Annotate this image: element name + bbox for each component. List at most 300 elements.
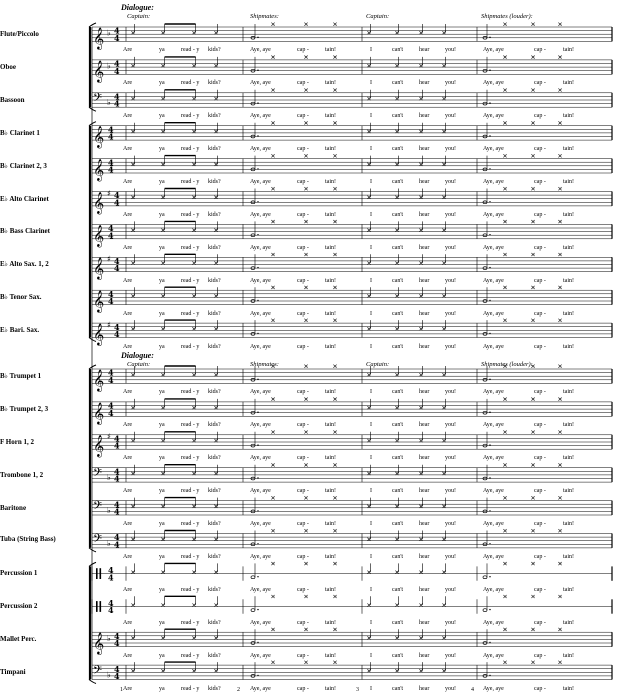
x-notehead xyxy=(442,97,445,100)
x-notehead xyxy=(442,669,445,672)
lyric-syllable: cap - xyxy=(534,146,546,153)
augmentation-dot xyxy=(489,201,490,202)
x-notehead xyxy=(131,538,134,541)
lyric-syllable: kids? xyxy=(208,652,221,659)
lyric-syllable: cap - xyxy=(297,652,309,659)
lyric-syllable: Are xyxy=(123,277,132,284)
lyric-syllable: kids? xyxy=(208,389,221,396)
lyric-syllable: Aye, aye xyxy=(483,553,504,560)
x-notehead xyxy=(214,294,217,297)
x-notehead xyxy=(442,373,445,376)
time-signature-bottom: 4 xyxy=(114,65,120,76)
augmentation-dot xyxy=(257,70,258,71)
x-notehead xyxy=(192,196,195,199)
lyric-syllable: read - y xyxy=(181,211,200,218)
lyric-syllable: cap - xyxy=(297,553,309,560)
lyric-syllable: kids? xyxy=(208,277,221,284)
x-notehead xyxy=(333,121,336,124)
lyric-syllable: I xyxy=(370,685,372,692)
augmentation-dot xyxy=(489,102,490,103)
lyric-syllable: tain! xyxy=(563,422,574,429)
x-notehead xyxy=(131,406,134,409)
x-notehead xyxy=(531,187,534,190)
lyric-syllable: hear xyxy=(419,146,430,153)
x-notehead xyxy=(531,286,534,289)
lyric-syllable: I xyxy=(370,455,372,462)
lyric-syllable: Are xyxy=(123,422,132,429)
instrument-name: B♭ Tenor Sax. xyxy=(0,293,42,302)
half-note-head xyxy=(483,609,487,612)
x-notehead xyxy=(131,505,134,508)
x-notehead xyxy=(333,661,336,664)
woodwind-bracket-top xyxy=(89,122,96,126)
x-notehead xyxy=(192,406,195,409)
x-notehead xyxy=(419,130,422,133)
x-notehead xyxy=(131,229,134,232)
instrument-name: Trombone 1, 2 xyxy=(0,470,44,479)
lyric-syllable: Aye, aye xyxy=(483,47,504,54)
lyric-syllable: kids? xyxy=(208,619,221,626)
x-notehead xyxy=(395,64,398,67)
x-notehead xyxy=(271,187,274,190)
x-notehead xyxy=(503,23,506,26)
lyric-syllable: Aye, aye xyxy=(250,277,271,284)
time-signature-top: 4 xyxy=(108,400,114,411)
x-notehead xyxy=(271,319,274,322)
x-notehead xyxy=(442,196,445,199)
lyric-syllable: read - y xyxy=(181,389,200,396)
flat-sign: ♭ xyxy=(107,633,111,643)
lyric-syllable: ya xyxy=(159,244,165,251)
lyric-syllable: cap - xyxy=(534,619,546,626)
lyric-syllable: I xyxy=(370,211,372,218)
lyric-syllable: I xyxy=(370,488,372,495)
lyric-syllable: can't xyxy=(392,586,404,593)
lyric-syllable: Aye, aye xyxy=(483,586,504,593)
lyric-syllable: tain! xyxy=(563,619,574,626)
lyric-syllable: Aye, aye xyxy=(250,553,271,560)
x-notehead xyxy=(558,595,561,598)
x-notehead xyxy=(333,88,336,91)
lyric-syllable: Are xyxy=(123,80,132,87)
brass-bracket-bottom xyxy=(89,548,96,552)
lyric-syllable: kids? xyxy=(208,685,221,692)
lyric-syllable: you! xyxy=(445,553,456,560)
cue-label: Captain: xyxy=(127,13,151,20)
augmentation-dot xyxy=(489,234,490,235)
lyric-syllable: Aye, aye xyxy=(250,113,271,120)
lyric-syllable: Aye, aye xyxy=(250,244,271,251)
lyric-syllable: tain! xyxy=(325,586,336,593)
lyric-syllable: can't xyxy=(392,553,404,560)
time-signature-top: 4 xyxy=(108,367,114,378)
augmentation-dot xyxy=(489,70,490,71)
x-notehead xyxy=(161,130,164,133)
x-notehead xyxy=(367,472,370,475)
x-notehead xyxy=(531,430,534,433)
x-notehead xyxy=(192,97,195,100)
lyric-syllable: can't xyxy=(392,422,404,429)
augmentation-dot xyxy=(257,510,258,511)
x-notehead xyxy=(304,463,307,466)
x-notehead xyxy=(192,163,195,166)
lyric-syllable: cap - xyxy=(297,586,309,593)
lyric-syllable: cap - xyxy=(297,488,309,495)
instrument-name: E♭ Alto Sax. 1, 2 xyxy=(0,260,49,269)
x-notehead xyxy=(161,294,164,297)
x-notehead xyxy=(192,373,195,376)
x-notehead xyxy=(395,229,398,232)
lyric-syllable: tain! xyxy=(563,179,574,185)
lyric-syllable: tain! xyxy=(563,310,574,317)
lyric-syllable: Aye, aye xyxy=(250,179,271,185)
lyric-syllable: cap - xyxy=(534,652,546,659)
lyric-syllable: tain! xyxy=(563,685,574,692)
lyric-syllable: you! xyxy=(445,244,456,251)
woodwind-bracket-bottom xyxy=(89,107,96,111)
x-notehead xyxy=(503,661,506,664)
lyric-syllable: Aye, aye xyxy=(250,47,271,54)
lyric-syllable: ya xyxy=(159,277,165,284)
x-notehead xyxy=(531,661,534,664)
x-notehead xyxy=(419,31,422,34)
x-notehead xyxy=(395,163,398,166)
lyric-syllable: cap - xyxy=(297,179,309,185)
lyric-syllable: Aye, aye xyxy=(483,211,504,218)
x-notehead xyxy=(304,430,307,433)
lyric-syllable: cap - xyxy=(534,310,546,317)
lyric-syllable: Aye, aye xyxy=(483,488,504,495)
lyric-syllable: Aye, aye xyxy=(250,488,271,495)
lyric-syllable: I xyxy=(370,80,372,87)
x-notehead xyxy=(131,636,134,639)
lyric-syllable: tain! xyxy=(325,211,336,218)
time-signature-top: 4 xyxy=(114,256,120,266)
cue-label: Captain: xyxy=(127,361,151,368)
lyric-syllable: Aye, aye xyxy=(483,113,504,120)
lyric-syllable: cap - xyxy=(297,80,309,87)
instrument-name: Baritone xyxy=(0,503,27,512)
x-notehead xyxy=(161,636,164,639)
time-signature-top: 4 xyxy=(108,598,114,608)
lyric-syllable: can't xyxy=(392,389,404,396)
lyric-syllable: can't xyxy=(392,521,404,527)
lyric-syllable: can't xyxy=(392,277,404,284)
lyric-syllable: I xyxy=(370,179,372,185)
lyric-syllable: ya xyxy=(159,389,165,396)
lyric-syllable: tain! xyxy=(325,619,336,626)
x-notehead xyxy=(419,603,422,606)
x-notehead xyxy=(503,56,506,59)
x-notehead xyxy=(333,595,336,598)
measure-number: 3 xyxy=(356,686,359,693)
lyric-syllable: ya xyxy=(159,179,165,185)
x-notehead xyxy=(395,294,398,297)
x-notehead xyxy=(214,636,217,639)
lyric-syllable: ya xyxy=(159,146,165,153)
half-note-head xyxy=(483,576,487,579)
x-notehead xyxy=(131,603,134,606)
augmentation-dot xyxy=(257,333,258,334)
lyric-syllable: cap - xyxy=(534,244,546,251)
x-notehead xyxy=(161,406,164,409)
lyric-syllable: Are xyxy=(123,488,132,495)
x-notehead xyxy=(131,294,134,297)
x-notehead xyxy=(395,669,398,672)
lyric-syllable: cap - xyxy=(534,47,546,54)
lyric-syllable: tain! xyxy=(325,343,336,350)
augmentation-dot xyxy=(257,444,258,445)
x-notehead xyxy=(192,327,195,330)
lyric-syllable: you! xyxy=(445,343,456,350)
lyric-syllable: I xyxy=(370,553,372,560)
x-notehead xyxy=(161,373,164,376)
x-notehead xyxy=(333,496,336,499)
x-notehead xyxy=(271,253,274,256)
x-notehead xyxy=(558,661,561,664)
x-notehead xyxy=(304,23,307,26)
x-notehead xyxy=(214,31,217,34)
time-signature-bottom: 4 xyxy=(114,32,120,43)
lyric-syllable: tain! xyxy=(563,652,574,659)
x-notehead xyxy=(367,97,370,100)
lyric-syllable: ya xyxy=(159,619,165,626)
x-notehead xyxy=(395,196,398,199)
lyric-syllable: cap - xyxy=(297,619,309,626)
x-notehead xyxy=(503,121,506,124)
x-notehead xyxy=(531,562,534,565)
lyric-syllable: can't xyxy=(392,685,404,692)
x-notehead xyxy=(333,23,336,26)
x-notehead xyxy=(271,430,274,433)
lyric-syllable: ya xyxy=(159,455,165,462)
time-signature-bottom: 4 xyxy=(108,572,114,583)
augmentation-dot xyxy=(489,267,490,268)
x-notehead xyxy=(192,472,195,475)
x-notehead xyxy=(531,496,534,499)
lyric-syllable: ya xyxy=(159,310,165,317)
flat-sign: ♭ xyxy=(107,28,111,38)
augmentation-dot xyxy=(257,609,258,610)
lyric-syllable: read - y xyxy=(181,652,200,659)
x-notehead xyxy=(419,97,422,100)
x-notehead xyxy=(304,529,307,532)
lyric-syllable: cap - xyxy=(534,211,546,218)
x-notehead xyxy=(131,571,134,574)
x-notehead xyxy=(395,505,398,508)
lyric-syllable: I xyxy=(370,343,372,350)
flat-sign: ♭ xyxy=(107,505,111,515)
lyric-syllable: you! xyxy=(445,211,456,218)
x-notehead xyxy=(367,538,370,541)
instrument-name: B♭ Trumpet 2, 3 xyxy=(0,404,49,413)
lyric-syllable: tain! xyxy=(563,389,574,396)
x-notehead xyxy=(304,187,307,190)
time-signature-bottom: 4 xyxy=(114,539,120,550)
sharp-sign: ♯ xyxy=(107,432,111,442)
x-notehead xyxy=(395,603,398,606)
percussion-bracket-top xyxy=(89,562,96,566)
x-notehead xyxy=(161,571,164,574)
lyric-syllable: hear xyxy=(419,488,430,495)
x-notehead xyxy=(271,398,274,401)
x-notehead xyxy=(214,327,217,330)
augmentation-dot xyxy=(489,576,490,577)
instrument-name: B♭ Clarinet 1 xyxy=(0,128,40,137)
x-notehead xyxy=(161,669,164,672)
augmentation-dot xyxy=(257,576,258,577)
x-notehead xyxy=(161,603,164,606)
lyric-syllable: can't xyxy=(392,47,404,54)
x-notehead xyxy=(442,538,445,541)
lyric-syllable: I xyxy=(370,652,372,659)
x-notehead xyxy=(214,406,217,409)
lyric-syllable: can't xyxy=(392,488,404,495)
x-notehead xyxy=(419,163,422,166)
x-notehead xyxy=(131,439,134,442)
x-notehead xyxy=(214,163,217,166)
lyric-syllable: read - y xyxy=(181,685,200,692)
augmentation-dot xyxy=(257,168,258,169)
lyric-syllable: ya xyxy=(159,47,165,54)
augmentation-dot xyxy=(489,675,490,676)
x-notehead xyxy=(192,229,195,232)
x-notehead xyxy=(367,130,370,133)
x-notehead xyxy=(367,31,370,34)
lyric-syllable: hear xyxy=(419,343,430,350)
lyric-syllable: Are xyxy=(123,211,132,218)
time-signature-bottom: 4 xyxy=(108,374,114,385)
time-signature-top: 4 xyxy=(114,532,120,543)
x-notehead xyxy=(503,286,506,289)
x-notehead xyxy=(192,538,195,541)
x-notehead xyxy=(333,529,336,532)
lyric-syllable: Are xyxy=(123,455,132,462)
time-signature-bottom: 4 xyxy=(114,638,120,649)
lyric-syllable: I xyxy=(370,277,372,284)
lyric-syllable: tain! xyxy=(325,521,336,527)
x-notehead xyxy=(503,220,506,223)
x-notehead xyxy=(531,463,534,466)
x-notehead xyxy=(333,319,336,322)
lyric-syllable: kids? xyxy=(208,310,221,317)
lyric-syllable: Are xyxy=(123,619,132,626)
lyric-syllable: you! xyxy=(445,685,456,692)
x-notehead xyxy=(271,529,274,532)
lyric-syllable: Are xyxy=(123,586,132,593)
instrument-name: B♭ Clarinet 2, 3 xyxy=(0,161,47,170)
x-notehead xyxy=(419,571,422,574)
lyric-syllable: cap - xyxy=(297,521,309,527)
x-notehead xyxy=(558,562,561,565)
lyric-syllable: Aye, aye xyxy=(250,146,271,153)
time-signature-bottom: 4 xyxy=(108,230,114,241)
x-notehead xyxy=(395,406,398,409)
lyric-syllable: ya xyxy=(159,521,165,527)
x-notehead xyxy=(271,628,274,631)
x-notehead xyxy=(333,628,336,631)
x-notehead xyxy=(395,31,398,34)
lyric-syllable: Aye, aye xyxy=(483,310,504,317)
treble-clef: 𝄞 xyxy=(93,60,105,83)
x-notehead xyxy=(419,538,422,541)
lyric-syllable: Aye, aye xyxy=(483,652,504,659)
x-notehead xyxy=(367,373,370,376)
augmentation-dot xyxy=(257,267,258,268)
x-notehead xyxy=(161,97,164,100)
lyric-syllable: read - y xyxy=(181,422,200,429)
x-notehead xyxy=(558,398,561,401)
x-notehead xyxy=(558,529,561,532)
sharp-sign: ♯ xyxy=(107,320,111,330)
lyric-syllable: you! xyxy=(445,80,456,87)
x-notehead xyxy=(419,294,422,297)
x-notehead xyxy=(271,595,274,598)
lyric-syllable: cap - xyxy=(534,586,546,593)
lyric-syllable: Are xyxy=(123,244,132,251)
lyric-syllable: tain! xyxy=(563,343,574,350)
lyric-syllable: cap - xyxy=(534,80,546,87)
lyric-syllable: tain! xyxy=(563,80,574,87)
lyric-syllable: ya xyxy=(159,113,165,120)
x-notehead xyxy=(419,636,422,639)
instrument-name: Percussion 1 xyxy=(0,569,38,578)
lyric-syllable: you! xyxy=(445,521,456,527)
x-notehead xyxy=(367,196,370,199)
x-notehead xyxy=(531,121,534,124)
x-notehead xyxy=(131,669,134,672)
augmentation-dot xyxy=(489,379,490,380)
x-notehead xyxy=(192,439,195,442)
x-notehead xyxy=(367,261,370,264)
x-notehead xyxy=(558,253,561,256)
augmentation-dot xyxy=(489,477,490,478)
lyric-syllable: read - y xyxy=(181,521,200,527)
x-notehead xyxy=(503,319,506,322)
lyric-syllable: hear xyxy=(419,47,430,54)
lyric-syllable: kids? xyxy=(208,553,221,560)
x-notehead xyxy=(161,31,164,34)
lyric-syllable: Are xyxy=(123,389,132,396)
x-notehead xyxy=(395,327,398,330)
lyric-syllable: I xyxy=(370,113,372,120)
x-notehead xyxy=(531,56,534,59)
lyric-syllable: Are xyxy=(123,553,132,560)
lyric-syllable: can't xyxy=(392,455,404,462)
x-notehead xyxy=(271,23,274,26)
x-notehead xyxy=(503,463,506,466)
x-notehead xyxy=(304,562,307,565)
lyric-syllable: I xyxy=(370,521,372,527)
lyric-syllable: tain! xyxy=(563,146,574,153)
x-notehead xyxy=(304,56,307,59)
lyric-syllable: can't xyxy=(392,652,404,659)
x-notehead xyxy=(395,261,398,264)
lyric-syllable: Aye, aye xyxy=(250,389,271,396)
lyric-syllable: Are xyxy=(123,146,132,153)
x-notehead xyxy=(333,154,336,157)
x-notehead xyxy=(333,286,336,289)
x-notehead xyxy=(442,571,445,574)
x-notehead xyxy=(419,261,422,264)
augmentation-dot xyxy=(257,102,258,103)
lyric-syllable: kids? xyxy=(208,47,221,54)
x-notehead xyxy=(161,196,164,199)
lyric-syllable: ya xyxy=(159,488,165,495)
woodwind-bracket-top xyxy=(89,23,96,27)
x-notehead xyxy=(442,636,445,639)
x-notehead xyxy=(503,398,506,401)
